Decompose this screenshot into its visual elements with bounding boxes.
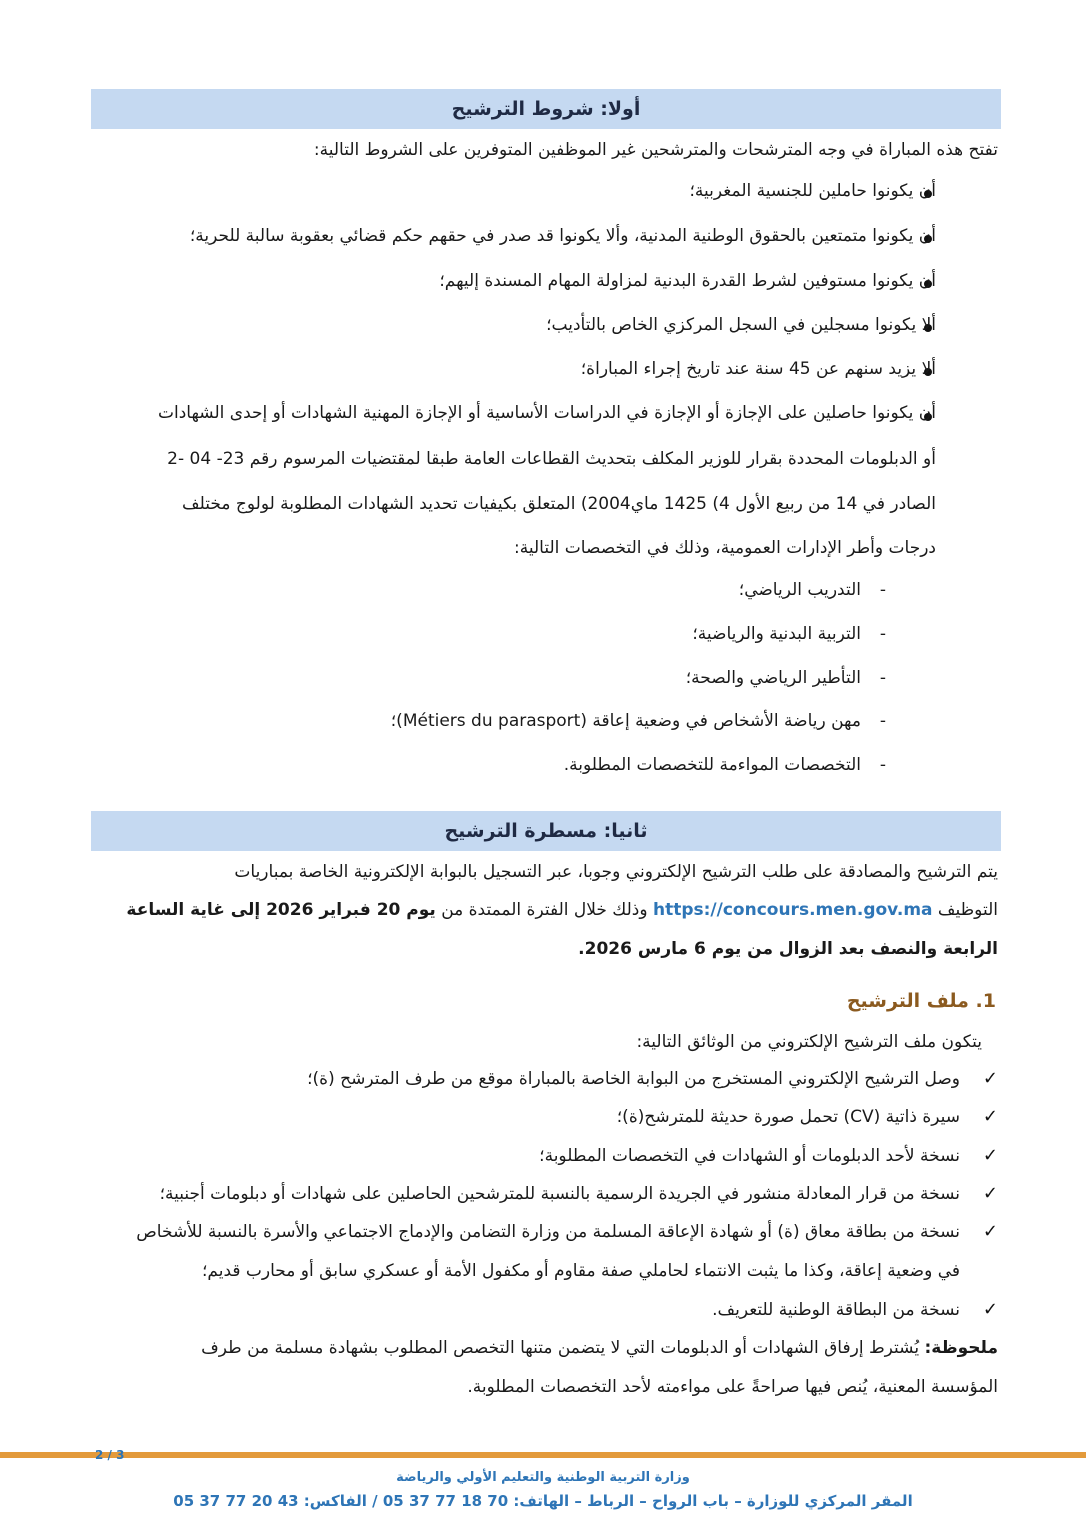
degree-condition-line: درجات وأطر الإدارات العمومية، وذلك في التخصصات التالية: (514, 538, 936, 558)
deadline-text: يوم 20 فبراير 2026 إلى غاية الساعة (126, 900, 436, 920)
document-item-continued: في وضعية إعاقة، وكذا ما يثبت الانتماء لحاملي صفة مقاوم أو مكفول الأمة أو عسكري سابق أو محارب قديم؛ (202, 1261, 960, 1281)
document-item: نسخة لأحد الدبلومات أو الشهادات في التخصصات المطلوبة؛ (539, 1146, 960, 1166)
condition-item: أن يكونوا متمتعين بالحقوق الوطنية المدنية، وألا يكونوا قد صدر في حقهم حكم قضائي بعقوبة سالبة للحرية؛ (189, 226, 936, 246)
documents-intro: يتكون ملف الترشيح الإلكتروني من الوثائق التالية: (636, 1032, 982, 1052)
dash-icon: - (879, 580, 886, 600)
condition-item: ألا يكونوا مسجلين في السجل المركزي الخاص بالتأديب؛ (546, 315, 936, 335)
dash-icon: - (879, 711, 886, 731)
specialty-item: التربية البدنية والرياضية؛ (692, 624, 861, 644)
check-icon: ✓ (982, 1145, 998, 1166)
section-title-procedure: ثانيا: مسطرة الترشيح (91, 811, 1001, 851)
dash-icon: - (879, 624, 886, 644)
check-icon: ✓ (982, 1299, 998, 1320)
note-line (94, 1338, 998, 1358)
procedure-text-line (94, 900, 998, 920)
page-number: 2 / 3 (95, 1448, 125, 1462)
dash-icon: - (879, 755, 886, 775)
subheading-application-file: 1. ملف الترشيح (846, 990, 996, 1012)
procedure-text-start: التوظيف (937, 900, 998, 920)
degree-condition-line: أن يكونوا حاصلين على الإجازة أو الإجازة في الدراسات الأساسية أو الإجازة المهنية الشهادات أو إحدى الشهادات (157, 403, 936, 423)
document-item: نسخة من بطاقة معاق (ة) أو شهادة الإعاقة المسلمة من وزارة التضامن والإدماج الاجتماعي والأسرة بالنسبة للأشخاص (136, 1222, 960, 1242)
document-item: نسخة من البطاقة الوطنية للتعريف. (712, 1300, 960, 1320)
condition-item: أن يكونوا حاملين للجنسية المغربية؛ (689, 181, 936, 201)
document-item: سيرة ذاتية (CV) تحمل صورة حديثة للمترشح(ة)؛ (616, 1107, 960, 1127)
document-item: وصل الترشيح الإلكتروني المستخرج من البوابة الخاصة بالمباراة موقع من طرف المترشح (ة)؛ (307, 1069, 960, 1089)
condition-item: ألا يزيد سنهم عن 45 سنة عند تاريخ إجراء المباراة؛ (580, 359, 936, 379)
intro-text: تفتح هذه المباراة في وجه المترشحات والمترشحين غير الموظفين المتوفرين على الشروط التالية: (313, 140, 998, 160)
procedure-text-mid: وذلك خلال الفترة الممتدة من (441, 900, 648, 920)
specialty-item: التدريب الرياضي؛ (738, 580, 861, 600)
portal-link[interactable]: https://concours.men.gov.ma (652, 900, 933, 920)
check-icon: ✓ (982, 1183, 998, 1204)
check-icon: ✓ (982, 1221, 998, 1242)
dash-icon: - (879, 668, 886, 688)
footer-address: المقر المركزي للوزارة – باب الرواح – الرباط – الهاتف: 70 18 77 37 05 / الفاكس: 43 20 77 37 05 (173, 1492, 913, 1510)
note-line: المؤسسة المعنية، يُنص فيها صراحةً على مواءمته لأحد التخصصات المطلوبة. (467, 1377, 998, 1397)
specialty-item: التخصصات المواءمة للتخصصات المطلوبة. (563, 755, 861, 775)
footer-ministry: وزارة التربية الوطنية والتعليم الأولي والرياضة (396, 1470, 690, 1485)
specialty-item: مهن رياضة الأشخاص في وضعية إعاقة (Métiers du parasport)؛ (390, 711, 861, 731)
procedure-text-line: يتم الترشيح والمصادقة على طلب الترشيح الإلكتروني وجوبا، عبر التسجيل بالبوابة الإلكترونية الخاصة بمباريات (234, 862, 998, 882)
degree-condition-line: أو الدبلومات المحددة بقرار للوزير المكلف بتحديث القطاعات العامة طبقا لمقتضيات المرسوم رقم 23- 04 -2 (167, 449, 936, 469)
condition-item: أن يكونوا مستوفين لشرط القدرة البدنية لمزاولة المهام المسندة إليهم؛ (439, 271, 936, 291)
section-title-conditions: أولا: شروط الترشيح (91, 89, 1001, 129)
degree-condition-line: الصادر في 14 من ربيع الأول 4) 1425 ماي2004) المتعلق بكيفيات تحديد الشهادات المطلوبة لولوج مختلف (182, 494, 936, 514)
specialty-item: التأطير الرياضي والصحة؛ (685, 668, 861, 688)
note-text: يُشترط إرفاق الشهادات أو الدبلومات التي لا يتضمن متنها التخصص المطلوب بشهادة مسلمة من طرف (201, 1338, 920, 1358)
footer-divider (0, 1452, 1086, 1458)
deadline-text-end: الرابعة والنصف بعد الزوال من يوم 6 مارس 2026. (578, 939, 998, 959)
note-label: ملحوظة: (924, 1338, 998, 1358)
check-icon: ✓ (982, 1068, 998, 1089)
check-icon: ✓ (982, 1106, 998, 1127)
document-item: نسخة من قرار المعادلة منشور في الجريدة الرسمية بالنسبة للمترشحين الحاصلين على شهادات أو دبلومات أجنبية؛ (159, 1184, 960, 1204)
